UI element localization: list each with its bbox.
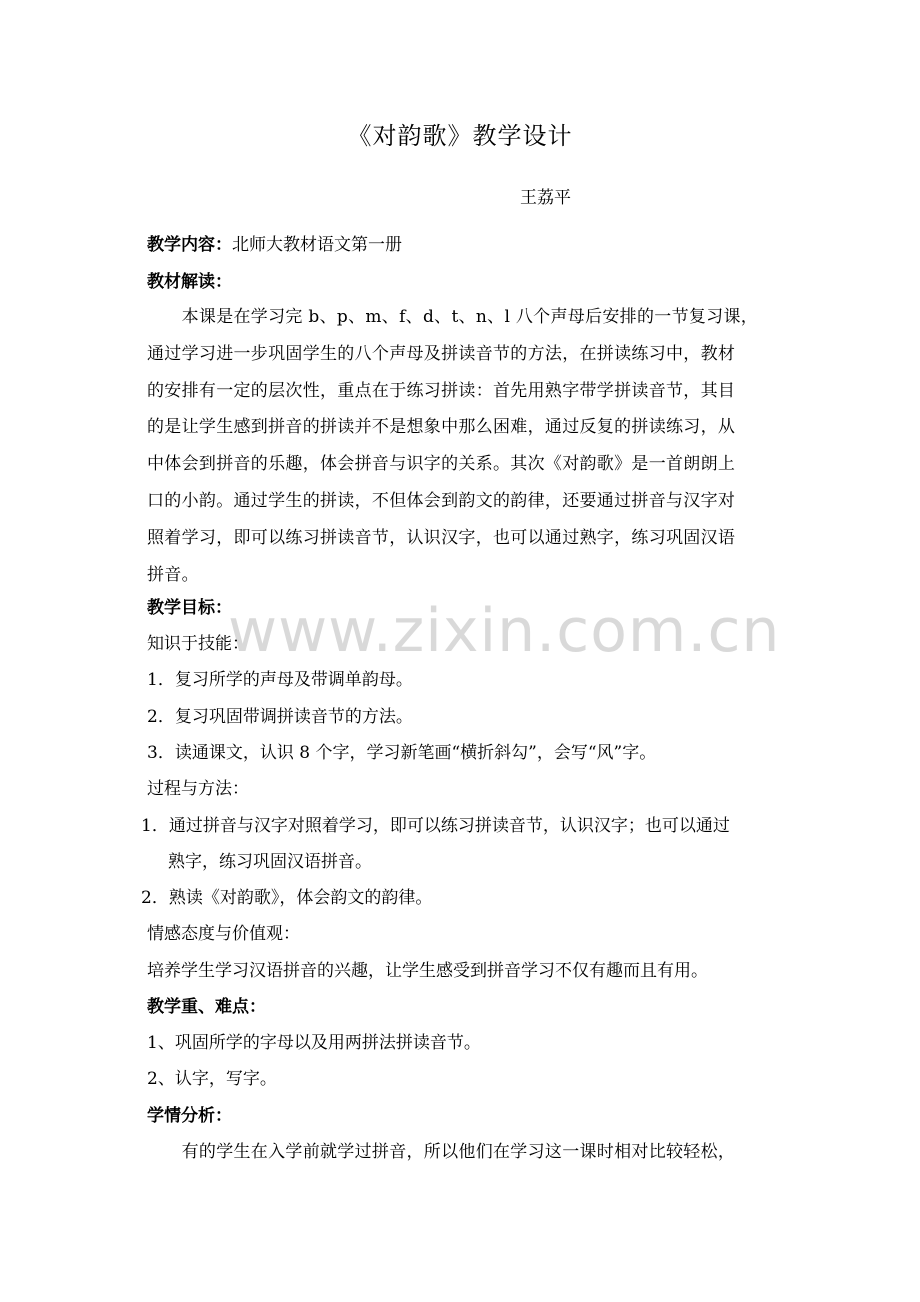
keypoint-item: 1、巩固所学的字母以及用两拼法拼读音节。 — [147, 1033, 481, 1053]
process-item: 1．通过拼音与汉字对照着学习，即可以练习拼读音节，认识汉字；也可以通过 — [141, 816, 730, 836]
keypoints-heading: 教学重、难点： — [147, 997, 266, 1017]
content-row — [147, 233, 402, 257]
process-item-continuation: 熟字，练习巩固汉语拼音。 — [168, 852, 372, 872]
document-title: 《对韵歌》教学设计 — [347, 122, 573, 150]
paragraph-line: 通过学习进一步巩固学生的八个声母及拼读音节的方法，在拼读练习中，教材 — [147, 343, 736, 364]
content-label: 教学内容： — [147, 235, 232, 255]
paragraph-line: 拼音。 — [147, 564, 199, 585]
content-value: 北师大教材语文第一册 — [232, 235, 402, 255]
analysis-heading: 教材解读： — [147, 272, 232, 292]
emotion-label: 情感态度与价值观： — [147, 924, 300, 944]
knowledge-label: 知识于技能： — [147, 634, 249, 654]
process-item: 2．熟读《对韵歌》，体会韵文的韵律。 — [141, 888, 433, 908]
paragraph-line: 的安排有一定的层次性，重点在于练习拼读：首先用熟字带学拼读音节，其目 — [147, 380, 736, 401]
knowledge-item: 2．复习巩固带调拼读音节的方法。 — [147, 707, 413, 727]
analysis-paragraph — [147, 305, 777, 599]
knowledge-item: 1．复习所学的声母及带调单韵母。 — [147, 670, 413, 690]
emotion-text: 培养学生学习汉语拼音的兴趣，让学生感受到拼音学习不仅有趣而且有用。 — [147, 961, 708, 981]
process-label: 过程与方法： — [147, 779, 249, 799]
paragraph-line: 中体会到拼音的乐趣，体会拼音与识字的关系。其次《对韵歌》是一首朗朗上 — [147, 454, 736, 475]
learner-text-line: 有的学生在入学前就学过拼音，所以他们在学习这一课时相对比较轻松， — [147, 1142, 736, 1162]
knowledge-item: 3．读通课文，认识 8 个字，学习新笔画“横折斜勾”，会写“风”字。 — [147, 743, 657, 763]
paragraph-line: 照着学习，即可以练习拼读音节，认识汉字，也可以通过熟字，练习巩固汉语 — [147, 527, 736, 548]
author-name: 王荔平 — [520, 188, 571, 208]
keypoint-item: 2、认字，写字。 — [147, 1069, 277, 1089]
goals-heading: 教学目标： — [147, 598, 232, 618]
paragraph-line: 的是让学生感到拼音的拼读并不是想象中那么困难，通过反复的拼读练习，从 — [147, 417, 736, 438]
watermark: www.zixin.com.cn — [228, 596, 781, 666]
learner-heading: 学情分析： — [147, 1106, 232, 1126]
paragraph-line: 本课是在学习完 b、p、m、f、d、t、n、l 八个声母后安排的一节复习课， — [147, 307, 759, 327]
paragraph-line: 口的小韵。通过学生的拼读，不但体会到韵文的韵律，还要通过拼音与汉字对 — [147, 490, 736, 511]
